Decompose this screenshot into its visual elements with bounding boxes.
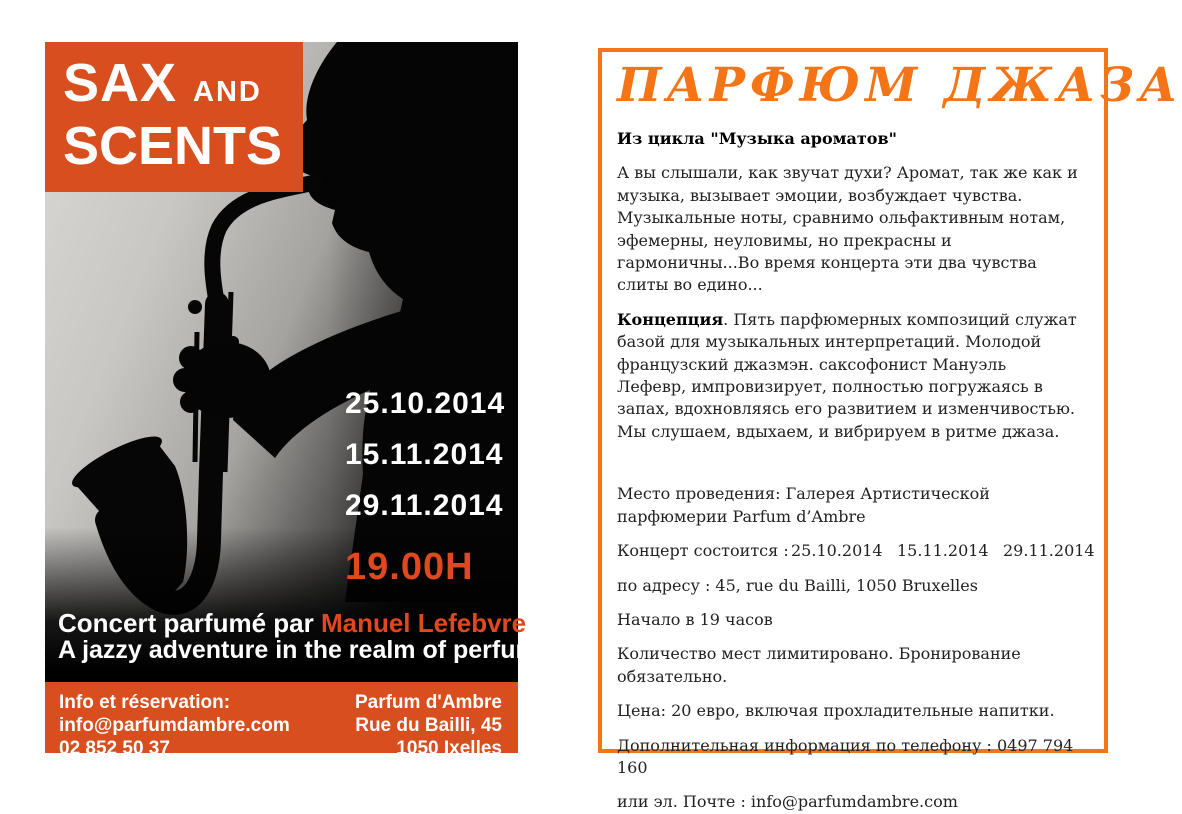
- concert-date: 15.11.2014: [897, 541, 989, 561]
- footer-contact-block: [59, 691, 290, 759]
- flyer-seats-line: Количество мест лимитировано. Бронирование обязательно.: [617, 644, 1021, 686]
- flyer-email-line: или эл. Почте : info@parfumdambre.com: [617, 792, 958, 812]
- concept-label: Концепция: [617, 309, 724, 329]
- footer-venue-street: Rue du Bailli, 45: [355, 715, 502, 736]
- footer-info-label: Info et réservation:: [59, 692, 231, 713]
- performer-name: Manuel Lefebvre: [320, 608, 527, 638]
- concept-text: . Пять парфюмерных композиций служат базой для музыкальных интерпретаций. Молодой французский джазмэн. саксофонист Мануэль Лефевр, импровизирует, полностью погружаясь в запах, вдохновляясь его развитием и изменчивостью. Мы слушаем, вдыхаем, и вибрируем в ритме джаза.: [617, 309, 1077, 441]
- flyer-start-time-line: Начало в 19 часов: [617, 609, 773, 629]
- poster-date: 29.11.2014: [345, 489, 504, 522]
- poster-time: 19.00H: [345, 546, 474, 588]
- poster-title-scents: SCENTS: [63, 116, 283, 176]
- flyer-price-line: Цена: 20 евро, включая прохладительные напитки.: [617, 701, 1055, 721]
- poster-title-sax: SAX: [63, 53, 178, 113]
- poster-date: 15.11.2014: [345, 438, 504, 471]
- poster-title-line1: [63, 52, 303, 114]
- flyer-address-line: по адресу : 45, rue du Bailli, 1050 Bruxelles: [617, 575, 978, 595]
- footer-venue-city: 1050 Ixelles: [396, 738, 502, 759]
- credit-prefix: Concert parfumé par: [58, 608, 321, 638]
- poster-date: 25.10.2014: [345, 387, 506, 420]
- poster-tagline: A jazzy adventure in the realm of perfumes: [58, 636, 566, 664]
- poster-title-and: AND: [193, 76, 262, 108]
- concert-poster: [45, 42, 566, 759]
- flyer-venue-line: Место проведения: Галерея Артистической парфюмерии Parfum d’Ambre: [617, 484, 990, 526]
- footer-venue-block: [354, 691, 502, 759]
- concert-date: 29.11.2014: [1003, 541, 1095, 561]
- footer-venue-name: Parfum d'Ambre: [354, 692, 502, 713]
- flyer-intro-paragraph: А вы слышали, как звучат духи? Аромат, так же как и музыка, вызывает эмоции, возбуждает чувства. Музыкальные ноты, сравнимо ольфактивным нотам, эфемерны, неуловимы, но прекрасны и гармоничны...Во время концерта эти два чувства слиты во едино...: [617, 163, 1078, 295]
- footer-phone: 02 852 50 37: [59, 738, 170, 759]
- poster-title-block: [45, 42, 303, 192]
- poster-credit: [58, 608, 566, 664]
- flyer-title: ПАРФЮМ ДЖАЗА: [617, 58, 1182, 113]
- flyer-concept-paragraph: [617, 309, 1079, 443]
- flyer-series-line: Из цикла "Музыка ароматов": [617, 129, 897, 148]
- concert-date: 25.10.2014: [791, 541, 883, 561]
- info-flyer: [598, 48, 1182, 812]
- flyer-concert-dates-line: [617, 540, 1095, 562]
- concert-label: Концерт состоится :: [617, 541, 789, 561]
- flyer-phone-line: Дополнительная информация по телефону : 0497 794 160: [617, 735, 1074, 777]
- poster-credit-line: [58, 608, 527, 638]
- poster-dates: [345, 387, 505, 589]
- poster-footer: [45, 682, 518, 759]
- footer-email: info@parfumdambre.com: [59, 715, 290, 736]
